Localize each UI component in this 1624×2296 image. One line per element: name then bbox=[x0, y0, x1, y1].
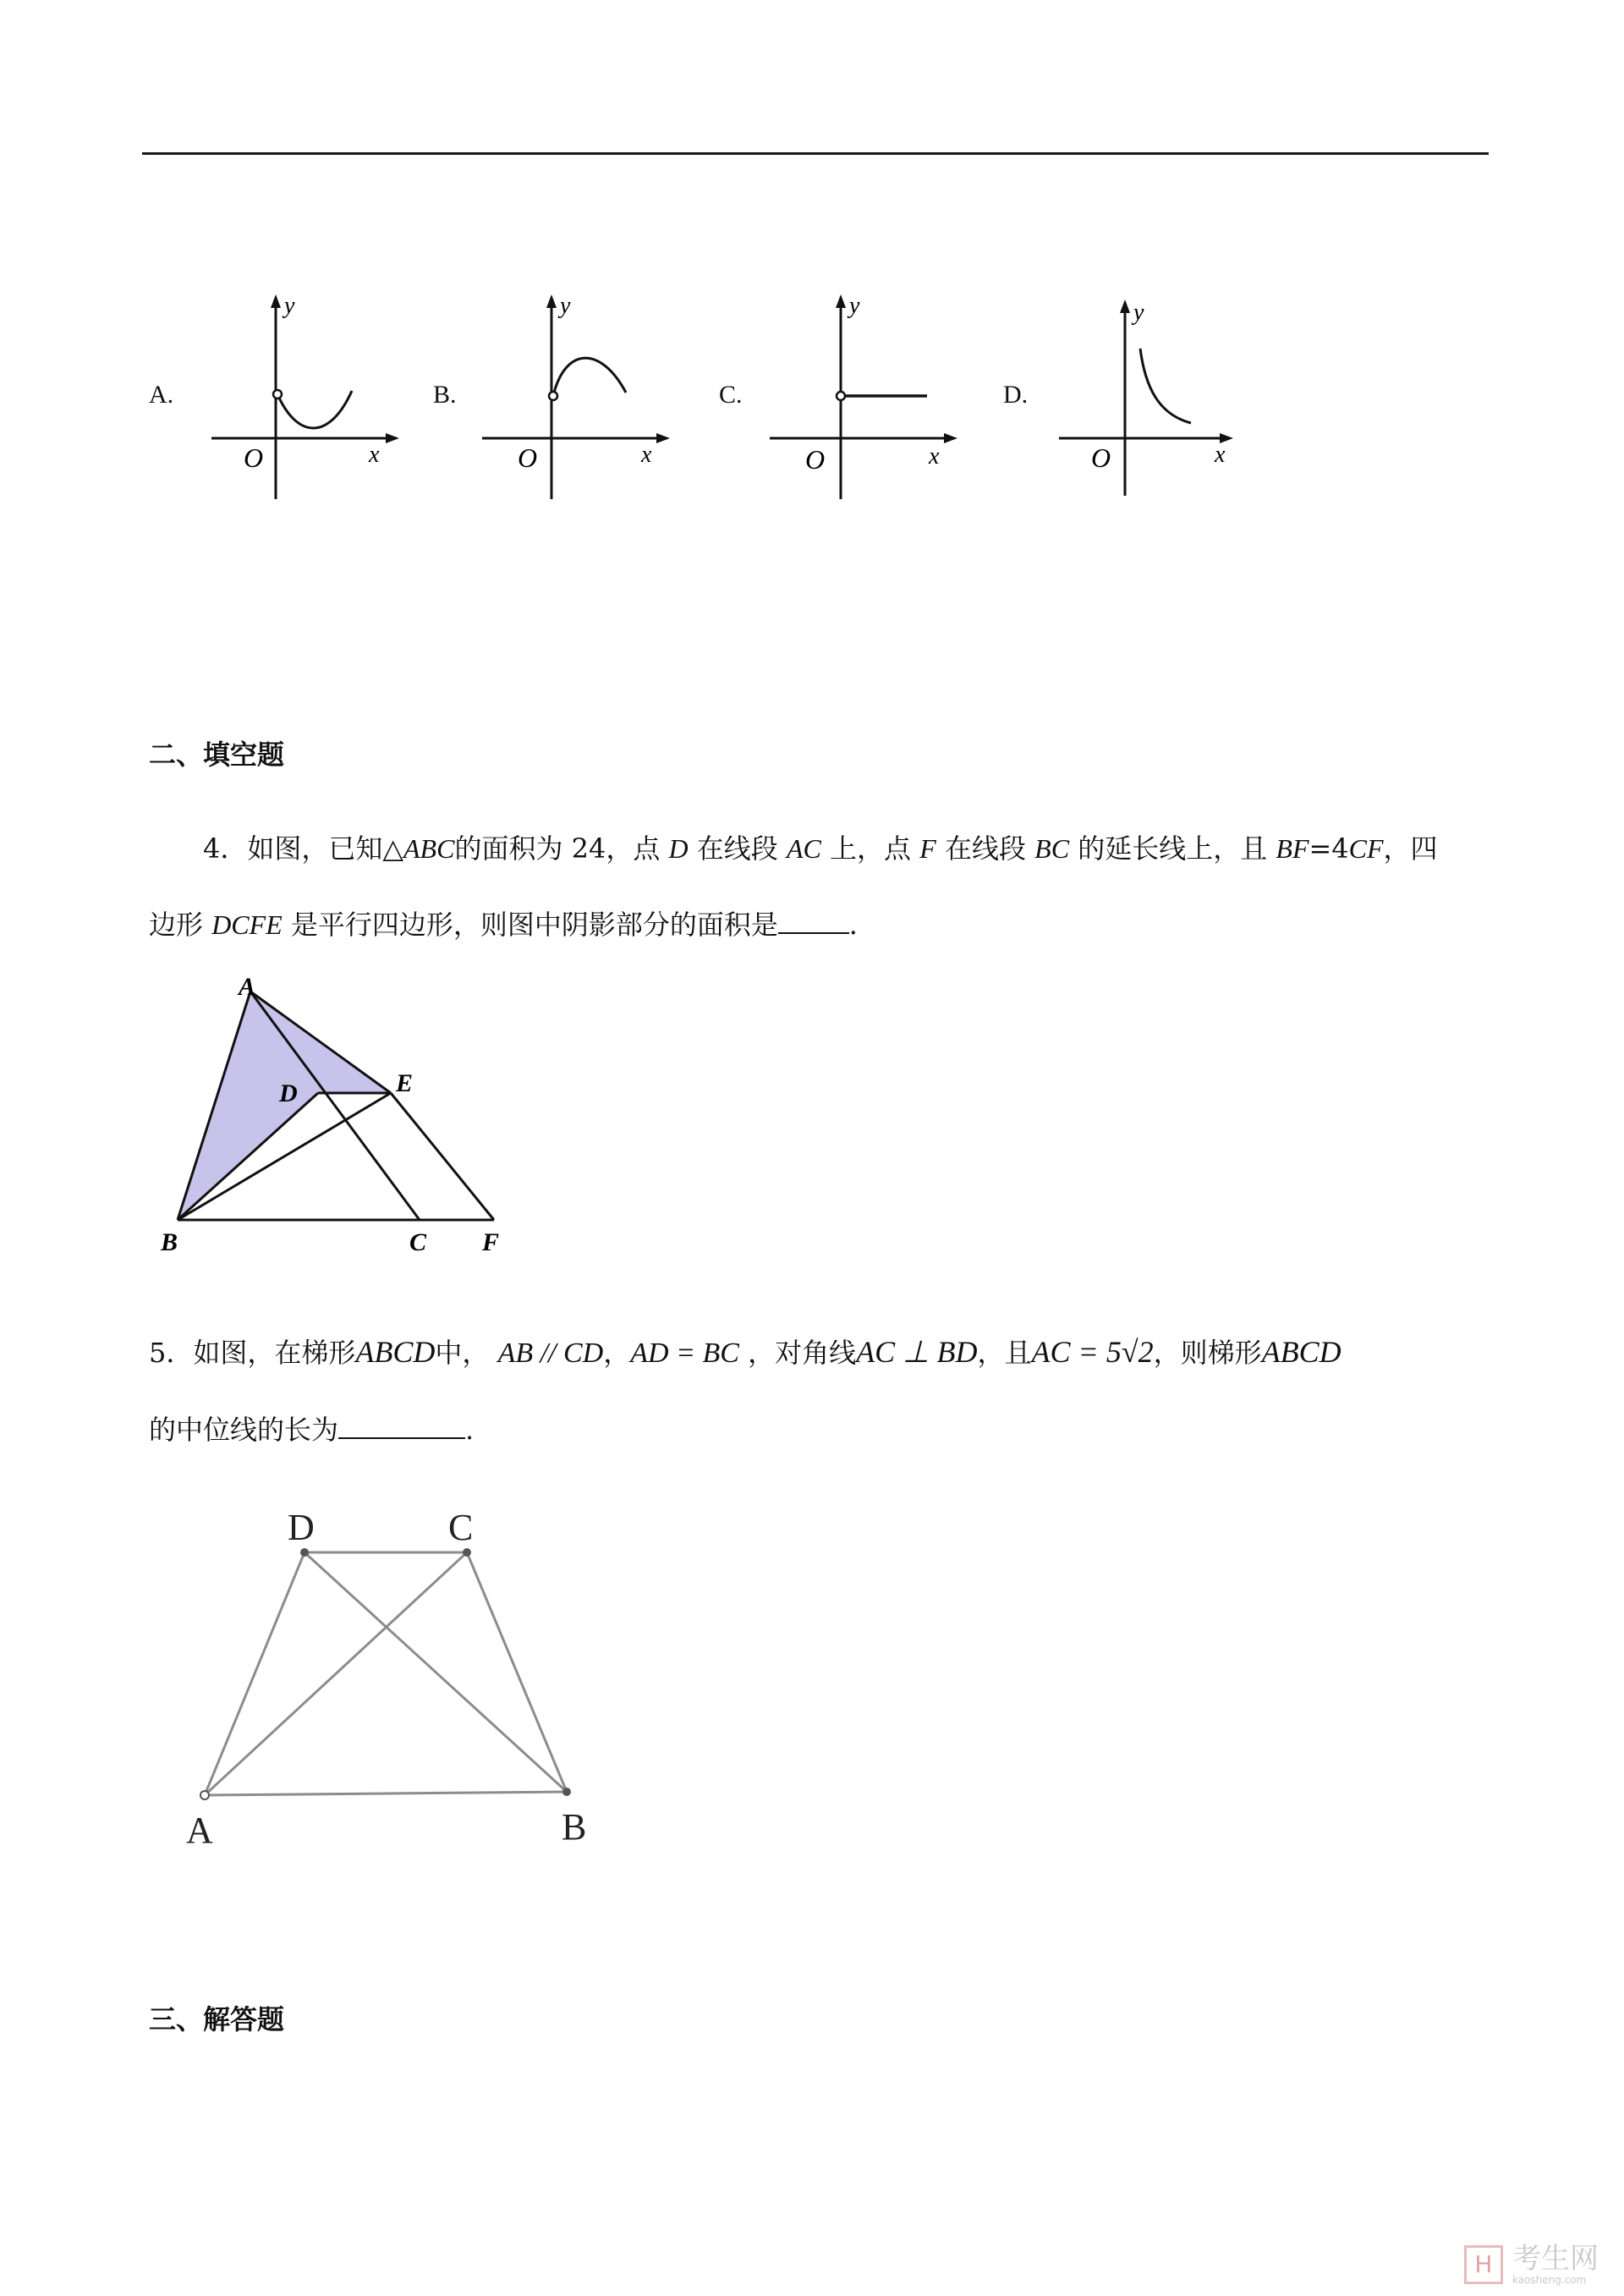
graph-b bbox=[474, 288, 677, 508]
answer-blank[interactable] bbox=[338, 1415, 465, 1439]
label-d: D bbox=[288, 1507, 315, 1548]
label-c: C bbox=[409, 1228, 427, 1256]
x-label: x bbox=[369, 442, 380, 468]
label-b: B bbox=[161, 1228, 178, 1256]
option-a-label: A. bbox=[149, 381, 174, 409]
y-label: y bbox=[849, 293, 860, 319]
diagonal-ac bbox=[205, 1552, 467, 1795]
x-arrow bbox=[386, 433, 399, 443]
graph-c bbox=[761, 288, 964, 508]
diagonal-bd bbox=[304, 1552, 567, 1792]
x-label: x bbox=[929, 443, 940, 470]
curve bbox=[277, 391, 352, 428]
y-label: y bbox=[284, 293, 295, 319]
q4-figure bbox=[152, 973, 516, 1261]
graph-d bbox=[1049, 288, 1252, 508]
origin-label: O bbox=[1091, 442, 1111, 473]
point-a bbox=[200, 1791, 209, 1799]
label-e: E bbox=[396, 1069, 414, 1097]
origin-label: O bbox=[518, 442, 538, 473]
label-a: A bbox=[186, 1810, 213, 1851]
q4-number: 4． bbox=[203, 832, 248, 865]
curve bbox=[1140, 349, 1191, 423]
y-arrow bbox=[836, 294, 846, 308]
open-point bbox=[837, 392, 845, 400]
label-a: A bbox=[239, 973, 256, 1001]
section-fill-blank-heading: 二、填空题 bbox=[149, 739, 285, 771]
label-c: C bbox=[448, 1507, 474, 1548]
option-b-label: B. bbox=[433, 381, 457, 409]
y-arrow bbox=[1120, 299, 1130, 313]
x-arrow bbox=[656, 433, 670, 443]
x-label: x bbox=[641, 442, 652, 468]
open-point bbox=[273, 390, 282, 398]
option-c-label: C. bbox=[719, 381, 743, 409]
point-b bbox=[562, 1788, 571, 1796]
question-5-text: 5．如图，在梯形ABCD中， AB // CD，AD = BC ，对角线AC ⊥ BD，且AC = 5√2，则梯形ABCD 的中位线的长为 . bbox=[149, 1335, 1341, 1446]
segment-cb bbox=[467, 1552, 567, 1792]
section-answer-heading: 三、解答题 bbox=[149, 2003, 285, 2035]
watermark-logo-icon: H bbox=[1464, 2245, 1503, 2284]
segment-ab bbox=[205, 1792, 567, 1795]
x-label: x bbox=[1215, 442, 1226, 468]
curve bbox=[553, 358, 626, 396]
answer-blank[interactable] bbox=[778, 910, 849, 934]
point-c bbox=[463, 1548, 471, 1557]
watermark-name: 考生网 bbox=[1512, 2242, 1599, 2276]
label-f: F bbox=[482, 1228, 500, 1256]
origin-label: O bbox=[805, 444, 826, 475]
y-arrow bbox=[271, 294, 281, 308]
y-arrow bbox=[546, 294, 557, 308]
point-d bbox=[300, 1548, 309, 1557]
label-d: D bbox=[279, 1079, 298, 1107]
q5-figure bbox=[169, 1497, 617, 1870]
origin-label: O bbox=[244, 442, 264, 473]
y-label: y bbox=[560, 293, 571, 319]
graph-a bbox=[203, 288, 406, 508]
q5-number: 5． bbox=[149, 1337, 194, 1369]
watermark bbox=[1464, 2244, 1599, 2286]
segment-da bbox=[205, 1552, 304, 1795]
x-arrow bbox=[944, 433, 957, 443]
option-d-label: D. bbox=[1003, 381, 1029, 409]
header-rule bbox=[142, 152, 1489, 155]
label-b: B bbox=[562, 1806, 587, 1848]
y-label: y bbox=[1133, 299, 1144, 326]
open-point bbox=[549, 392, 557, 400]
watermark-sub: kaosheng.com bbox=[1512, 2274, 1587, 2286]
question-4-text: 4．如图，已知△ABC的面积为 24，点 D 在线段 AC 上，点 F 在线段 BC 的延长线上，且 BF=4CF，四 边形 DCFE 是平行四边形，则图中阴影部分的面积是 ． bbox=[149, 832, 1438, 941]
